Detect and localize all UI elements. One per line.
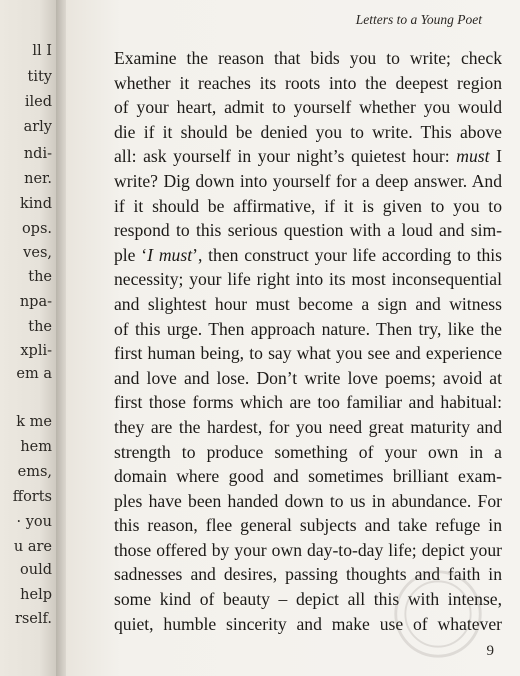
body-line: this reason, flee general subjects and take refuge in [114,515,502,536]
body-line: sadnesses and desires, passing thoughts and faith in [114,564,502,585]
page-number: 9 [486,643,494,659]
facing-page-fragment: u are [13,539,52,555]
body-line: those offered by your own day-to-day life; depict your [114,539,502,560]
body-line: first those forms which are too familiar and habitual: [114,392,502,413]
facing-page-fragment: rself. [14,611,52,627]
body-line: whether it reaches its roots into the deepest region [114,72,502,93]
running-head: Letters to a Young Poet [355,12,482,27]
facing-page-fragment: npa- [19,294,52,310]
facing-page-fragment: the [28,319,52,335]
body-line: they are the hardest, for you need great maturity and [114,416,502,437]
body-text [114,46,502,636]
facing-page-fragment: xpli- [20,343,52,359]
body-line: ple ‘I must’, then construct your life according to this [114,244,502,265]
left-facing-page [0,0,56,676]
facing-page-fragment: help [20,587,52,603]
facing-page-fragment: ops. [21,221,52,237]
facing-page-fragment: em a [16,366,52,382]
body-line: all: ask yourself in your night’s quietest hour: must I [114,146,502,167]
body-line: and slightest hour must become a sign and witness [114,293,502,314]
body-line: if it should be affirmative, if it is given to you to [114,195,502,216]
facing-page-fragment: ll I [32,43,52,59]
body-line: strength to produce something of your own in a [114,441,502,462]
body-line: and love and lose. Don’t write love poems; avoid at [114,367,502,388]
body-line: respond to this serious question with a loud and sim- [114,220,502,241]
body-line: ples have been handed down to us in abundance. For [114,490,502,511]
facing-page-fragment: ems, [17,464,52,480]
body-line: some kind of beauty – depict all this with intense, [114,589,502,610]
facing-page-fragment: ner. [24,171,52,187]
facing-page-fragment: k me [16,414,52,430]
facing-page-fragment: tity [27,69,52,85]
body-line: Examine the reason that bids you to write; check [114,48,502,68]
facing-page-fragment: kind [19,196,52,212]
facing-page-fragment: ves, [23,245,52,261]
facing-page-fragment: hem [20,439,52,455]
body-line: domain where good and sometimes brilliant exam- [114,466,502,487]
facing-page-fragment: ould [20,562,52,578]
facing-page-fragment: ndi- [23,146,52,162]
body-line: die if it should be denied you to write. This above [114,121,502,142]
facing-page-fragment: fforts [12,489,52,505]
right-page [66,0,520,676]
body-line: first human being, to say what you see and experience [114,343,502,364]
facing-page-fragment: iled [24,94,52,110]
watermark-stamp [390,566,486,662]
facing-page-fragment: the [28,269,52,285]
body-line: quiet, humble sincerity and make use of whatever [114,613,502,634]
body-line: necessity; your life right into its most inconsequential [114,269,502,290]
book-gutter [56,0,66,676]
body-line: write? Dig down into yourself for a deep answer. And [114,170,502,191]
body-line: of this urge. Then approach nature. Then try, like the [114,318,502,339]
facing-page-fragment: · you [16,514,52,530]
facing-page-fragment: arly [23,119,52,135]
body-line: of your heart, admit to yourself whether you would [114,97,502,118]
